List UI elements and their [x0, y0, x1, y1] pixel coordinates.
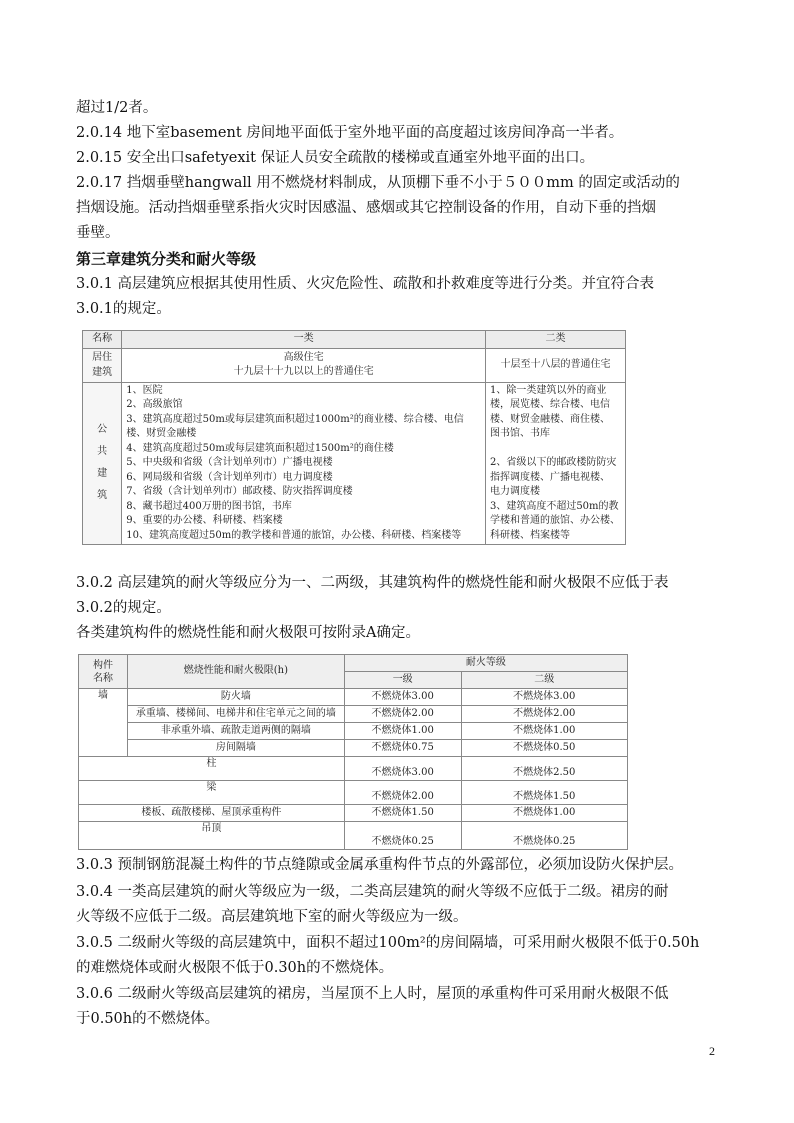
- table-row: [79, 689, 628, 706]
- table-row-residential: [83, 348, 626, 382]
- t2-row-g2: 不燃烧体1.00: [461, 723, 627, 740]
- public-class2-list: [485, 382, 625, 545]
- t2-row-g2: 不燃烧体0.25: [461, 822, 627, 850]
- t2-row-name: 楼板、疏散楼梯、屋顶承重构件: [79, 805, 345, 822]
- public-class2-item: 科研楼、档案楼等: [489, 529, 570, 541]
- header-class2: 二类: [485, 331, 625, 349]
- table-row: [79, 706, 628, 723]
- public-class1-item: 10、建筑高度超过50m的教学楼和普通的旅馆，办公楼、科研楼、档案楼等: [126, 529, 462, 541]
- public-class1-item: 4、建筑高度超过50m或每层建筑面积超过1500m²的商住楼: [126, 442, 394, 454]
- table-row: [79, 723, 628, 740]
- fire-resistance-table: [78, 654, 628, 850]
- chapter-3-heading: 第三章建筑分类和耐火等级: [76, 250, 257, 268]
- t2-row-g1: 不燃烧体3.00: [344, 757, 461, 781]
- t2-corner: [79, 655, 128, 689]
- public-class2-item: 楼，展览楼、综合楼、电信: [489, 399, 610, 410]
- clause-2-0-17-line2: 挡烟设施。活动挡烟垂壁系指火灾时因感温、感烟或其它控制设备的作用，自动下垂的挡烟: [76, 200, 656, 216]
- t2-row-g2: 不燃烧体3.00: [461, 689, 627, 706]
- t2-row-g2: 不燃烧体1.00: [461, 805, 627, 822]
- clause-3-0-4-line1: 3.0.4 一类高层建筑的耐火等级应为一级，二类高层建筑的耐火等级不应低于二级。裙房的耐: [76, 884, 669, 900]
- t2-row-name: 梁: [79, 781, 345, 805]
- public-class2-item: 电力调度楼: [489, 486, 540, 497]
- header-name: 名称: [83, 331, 122, 349]
- clause-2-0-14: 2.0.14 地下室basement 房间地平面低于室外地平面的高度超过该房间净高一半者。: [76, 125, 624, 141]
- table-row: [79, 805, 628, 822]
- t2-row-name: 房间隔墙: [127, 740, 344, 757]
- residential-label-text: 居住建筑: [92, 352, 113, 378]
- t2-row-name: 防火墙: [127, 689, 344, 706]
- t2-header-row1: [79, 655, 628, 672]
- clause-2-0-15: 2.0.15 安全出口safetyexit 保证人员安全疏散的楼梯或直通室外地平面的出口。: [76, 150, 595, 166]
- clause-2-0-17-line1: 2.0.17 挡烟垂壁hangwall 用不燃烧材料制成，从顶棚下垂不小于５００mm 的固定或活动的: [76, 175, 680, 191]
- t2-row-name: 柱: [79, 757, 345, 781]
- t2-row-g1: 不燃烧体1.00: [344, 723, 461, 740]
- t2-row-name: 承重墙、楼梯间、电梯井和住宅单元之间的墙: [127, 706, 344, 723]
- t2-row-name: 吊顶: [79, 822, 345, 850]
- public-label: [83, 382, 122, 545]
- t2-row-g2: 不燃烧体0.50: [461, 740, 627, 757]
- public-class1-item: 7、省级（含计划单列市）邮政楼、防灾指挥调度楼: [126, 486, 353, 497]
- public-class2-item: 指挥调度楼、广播电视楼、: [489, 471, 610, 483]
- public-label-text: 公共建筑: [97, 424, 108, 502]
- public-class1-item: 6、网局级和省级（含计划单列市）电力调度楼: [126, 471, 333, 483]
- public-class1-item: 8、藏书超过400万册的图书馆，书库: [126, 500, 292, 512]
- residential-class1-line2: 十九层十十九以以上的普通住宅: [233, 366, 374, 377]
- clause-3-0-5-line1: 3.0.5 二级耐火等级的高层建筑中，面积不超过100m²的房间隔墙，可采用耐火极限不低于0.50h: [76, 935, 700, 951]
- clause-3-0-2-line2: 3.0.2的规定。: [76, 600, 171, 616]
- public-class1-item: 5、中央级和省级（含计划单列市）广播电视楼: [126, 457, 333, 468]
- public-class2-item: 图书馆、书库: [489, 428, 550, 439]
- clause-3-0-1-line1: 3.0.1 高层建筑应根据其使用性质、火灾危险性、疏散和扑救难度等进行分类。并宜符合表: [76, 276, 654, 292]
- clause-3-0-3: 3.0.3 预制钢筋混凝土构件的节点缝隙或金属承重构件节点的外露部位，必须加设防火保护层。: [76, 857, 683, 873]
- clause-3-0-6-line2: 于0.50h的不燃烧体。: [76, 1011, 220, 1027]
- public-class2-item: [490, 442, 621, 457]
- public-class1-item: 1、医院: [126, 384, 163, 396]
- public-class2-item: 2、省级以下的邮政楼防防灾: [489, 457, 617, 468]
- table-row: [79, 757, 628, 781]
- header-class1: 一类: [122, 331, 486, 349]
- residential-class1-line1: 高级住宅: [283, 351, 324, 363]
- clause-3-0-2-line3: 各类建筑构件的燃烧性能和耐火极限可按附录A确定。: [76, 625, 420, 641]
- public-class1-list: [122, 382, 486, 545]
- t2-corner-line2: 名称: [92, 672, 113, 684]
- t2-row-g2: 不燃烧体2.00: [461, 706, 627, 723]
- clause-2-0-17-line3: 垂壁。: [76, 225, 120, 241]
- public-class2-item: 1、除一类建筑以外的商业: [489, 384, 607, 396]
- t2-row-g1: 不燃烧体1.50: [344, 805, 461, 822]
- clause-3-0-4-line2: 火等级不应低于二级。高层建筑地下室的耐火等级应为一级。: [76, 909, 468, 925]
- clause-3-0-1-line2: 3.0.1的规定。: [76, 301, 171, 317]
- t2-row-g1: 不燃烧体0.75: [344, 740, 461, 757]
- table-row: [79, 781, 628, 805]
- t2-perf-header: 燃烧性能和耐火极限(h): [127, 655, 344, 689]
- clause-3-0-2-line1: 3.0.2 高层建筑的耐火等级应分为一、二两级，其建筑构件的燃烧性能和耐火极限不应低于表: [76, 575, 669, 591]
- t2-row-g1: 不燃烧体3.00: [344, 689, 461, 706]
- public-class1-item: 楼、财贸金融楼: [126, 428, 197, 439]
- paragraph-continuation: 超过1/2者。: [76, 100, 158, 116]
- t2-row-g1: 不燃烧体0.25: [344, 822, 461, 850]
- public-class2-item: 楼、财贸金融楼、商住楼、: [489, 413, 610, 425]
- table-row-public: [83, 382, 626, 545]
- building-classification-table: [82, 330, 626, 545]
- t2-row-g2: 不燃烧体2.50: [461, 757, 627, 781]
- clause-3-0-5-line2: 的难燃烧体或耐火极限不低于0.30h的不燃烧体。: [76, 960, 394, 976]
- t2-row-g1: 不燃烧体2.00: [344, 706, 461, 723]
- public-class2-item: 3、建筑高度不超过50m的教: [489, 500, 619, 512]
- table-row: [79, 740, 628, 757]
- table-header-row: [83, 331, 626, 349]
- residential-label: [83, 348, 122, 382]
- t2-grade1-header: 一级: [344, 672, 461, 689]
- t2-row-g1: 不燃烧体2.00: [344, 781, 461, 805]
- public-class1-item: 3、建筑高度超过50m或每层建筑面积超过1000m²的商业楼、综合楼、电信: [126, 413, 464, 425]
- t2-grade-header: 耐火等级: [344, 655, 627, 672]
- residential-class1: [122, 348, 486, 382]
- t2-grade2-header: 二级: [461, 672, 627, 689]
- table-row: [79, 822, 628, 850]
- public-class1-item: 9、重要的办公楼、科研楼、档案楼: [126, 515, 283, 526]
- t2-corner-line1: 构件: [92, 659, 113, 671]
- t2-row-g2: 不燃烧体1.50: [461, 781, 627, 805]
- t2-wall-label: 墙: [79, 689, 128, 757]
- page-number: 2: [709, 1044, 715, 1058]
- clause-3-0-6-line1: 3.0.6 二级耐火等级高层建筑的裙房，当屋顶不上人时，屋顶的承重构件可采用耐火极限不低: [76, 986, 669, 1002]
- t2-row-name: 非承重外墙、疏散走道两侧的隔墙: [127, 723, 344, 740]
- residential-class2: 十层至十八层的普通住宅: [485, 348, 625, 382]
- public-class2-item: 学楼和普通的旅馆、办公楼、: [489, 515, 620, 526]
- public-class1-item: 2、高级旅馆: [126, 399, 183, 410]
